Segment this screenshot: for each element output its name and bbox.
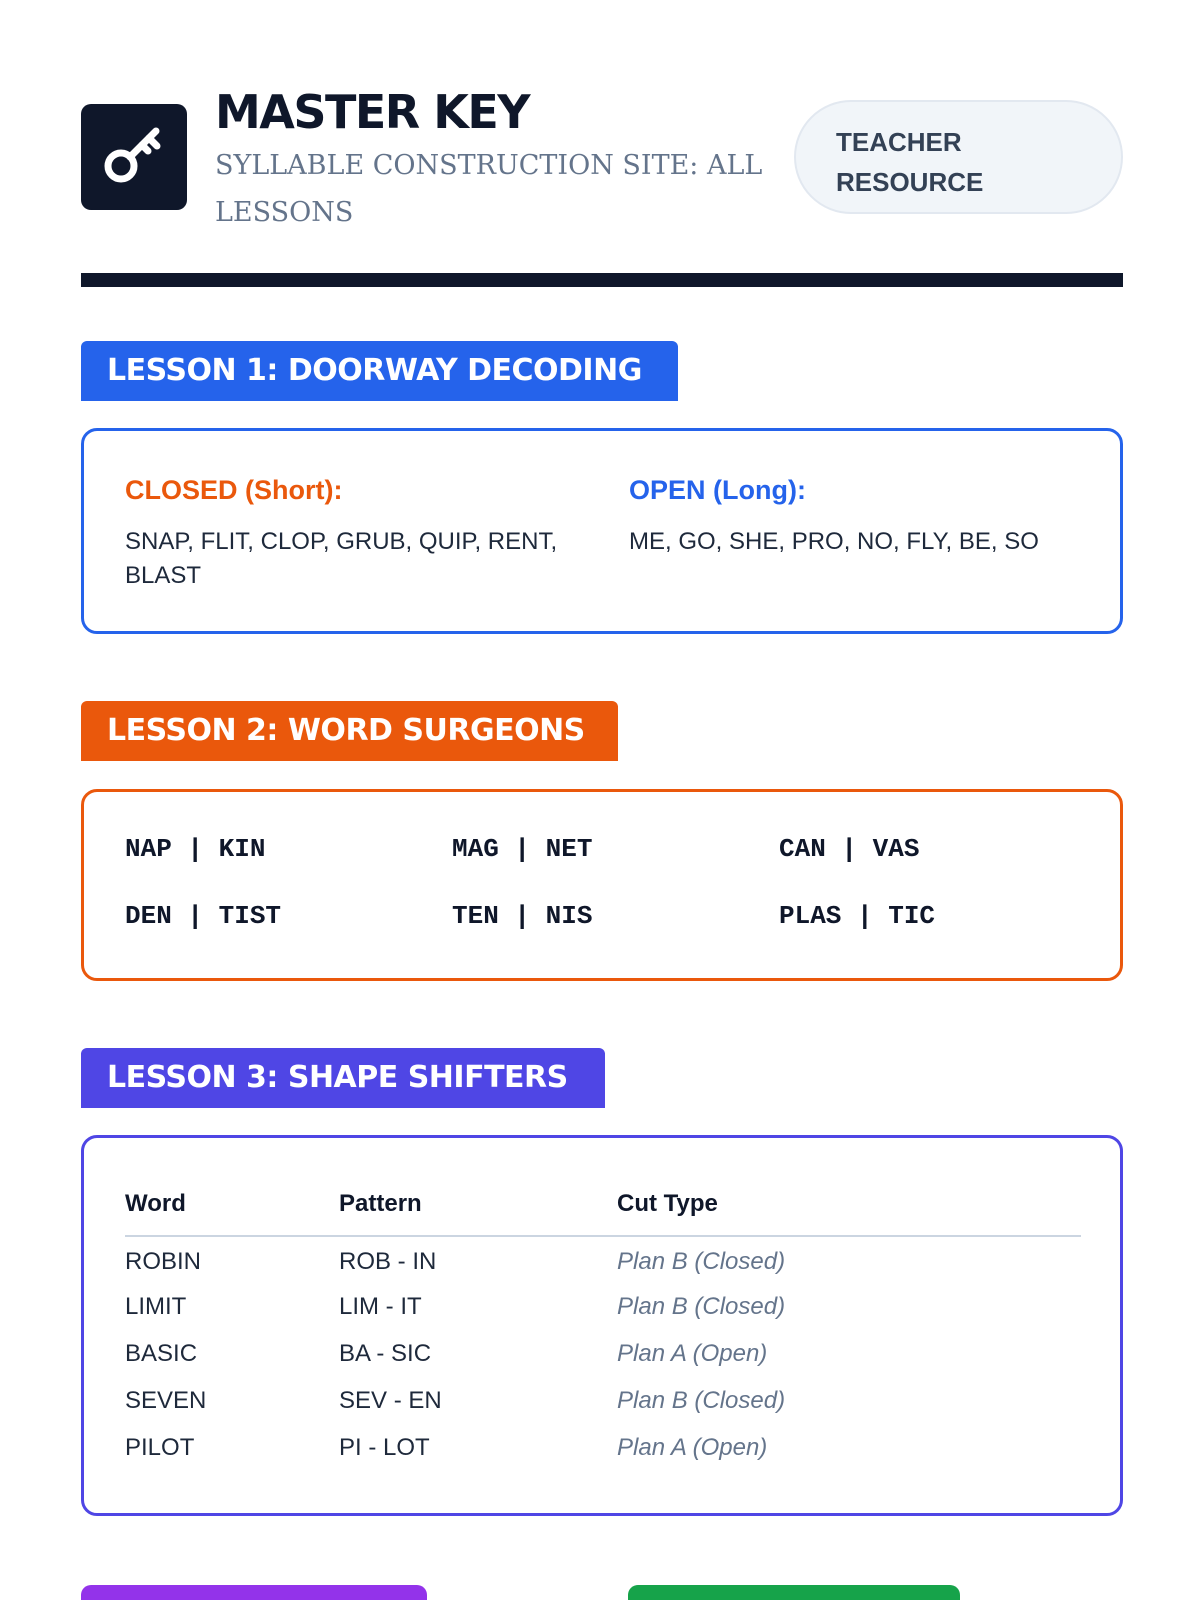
open-words: ME, GO, SHE, PRO, NO, FLY, BE, SO — [629, 528, 1039, 555]
word-cell: PILOT — [125, 1433, 195, 1461]
table-header-row — [125, 1190, 1081, 1236]
pattern-cell: BA - SIC — [339, 1339, 432, 1367]
table-row — [125, 1236, 1081, 1283]
cut-type-cell: Plan A (Open) — [617, 1339, 768, 1367]
word-cell: BASIC — [125, 1339, 198, 1367]
key-icon — [81, 104, 187, 210]
lesson-2-panel — [81, 789, 1123, 981]
word-cell: SEVEN — [125, 1386, 207, 1414]
cut-type-cell: Plan B (Closed) — [617, 1248, 786, 1275]
teacher-resource-badge: TEACHER RESOURCE — [794, 100, 1123, 214]
split-word: TEN | NIS — [452, 901, 593, 931]
header-divider — [81, 273, 1123, 287]
column-header-pattern: Pattern — [339, 1190, 617, 1236]
lesson-4-tab — [81, 1585, 427, 1600]
cut-type-cell: Plan B (Closed) — [617, 1386, 786, 1414]
cut-type-cell: Plan A (Open) — [617, 1433, 768, 1461]
pattern-cell: SEV - EN — [339, 1386, 442, 1414]
split-word: MAG | NET — [452, 834, 593, 864]
table-row — [125, 1424, 1081, 1471]
split-word: DEN | TIST — [125, 901, 282, 931]
syllable-table — [125, 1190, 1081, 1471]
page-header — [81, 84, 1123, 234]
lesson-2-tab: LESSON 2: WORD SURGEONS — [81, 701, 618, 761]
word-cell: ROBIN — [125, 1248, 202, 1275]
cut-type-cell: Plan B (Closed) — [617, 1292, 786, 1320]
closed-heading: CLOSED (Short): — [125, 475, 343, 505]
page-subtitle: SYLLABLE CONSTRUCTION SITE: ALL LESSONS — [215, 150, 763, 228]
lesson-1-tab: LESSON 1: DOORWAY DECODING — [81, 341, 678, 401]
pattern-cell: ROB - IN — [339, 1248, 437, 1275]
lesson-3-tab: LESSON 3: SHAPE SHIFTERS — [81, 1048, 605, 1108]
logo — [81, 104, 187, 210]
lesson-5-tab — [628, 1585, 960, 1600]
split-word: CAN | VAS — [779, 834, 920, 864]
open-heading: OPEN (Long): — [629, 475, 806, 505]
closed-words: SNAP, FLIT, CLOP, GRUB, QUIP, RENT, BLAST — [125, 528, 558, 589]
pattern-cell: LIM - IT — [339, 1292, 422, 1320]
table-row — [125, 1330, 1081, 1377]
split-word: PLAS | TIC — [779, 901, 936, 931]
pattern-cell: PI - LOT — [339, 1433, 430, 1461]
lesson-3-panel — [81, 1135, 1123, 1516]
column-header-word: Word — [125, 1190, 339, 1236]
column-header-cut-type: Cut Type — [617, 1190, 1081, 1236]
table-row — [125, 1377, 1081, 1424]
page-title: MASTER KEY — [215, 85, 530, 139]
table-row — [125, 1283, 1081, 1330]
word-cell: LIMIT — [125, 1292, 187, 1320]
lesson-1-panel — [81, 428, 1123, 634]
split-word: NAP | KIN — [125, 834, 266, 864]
